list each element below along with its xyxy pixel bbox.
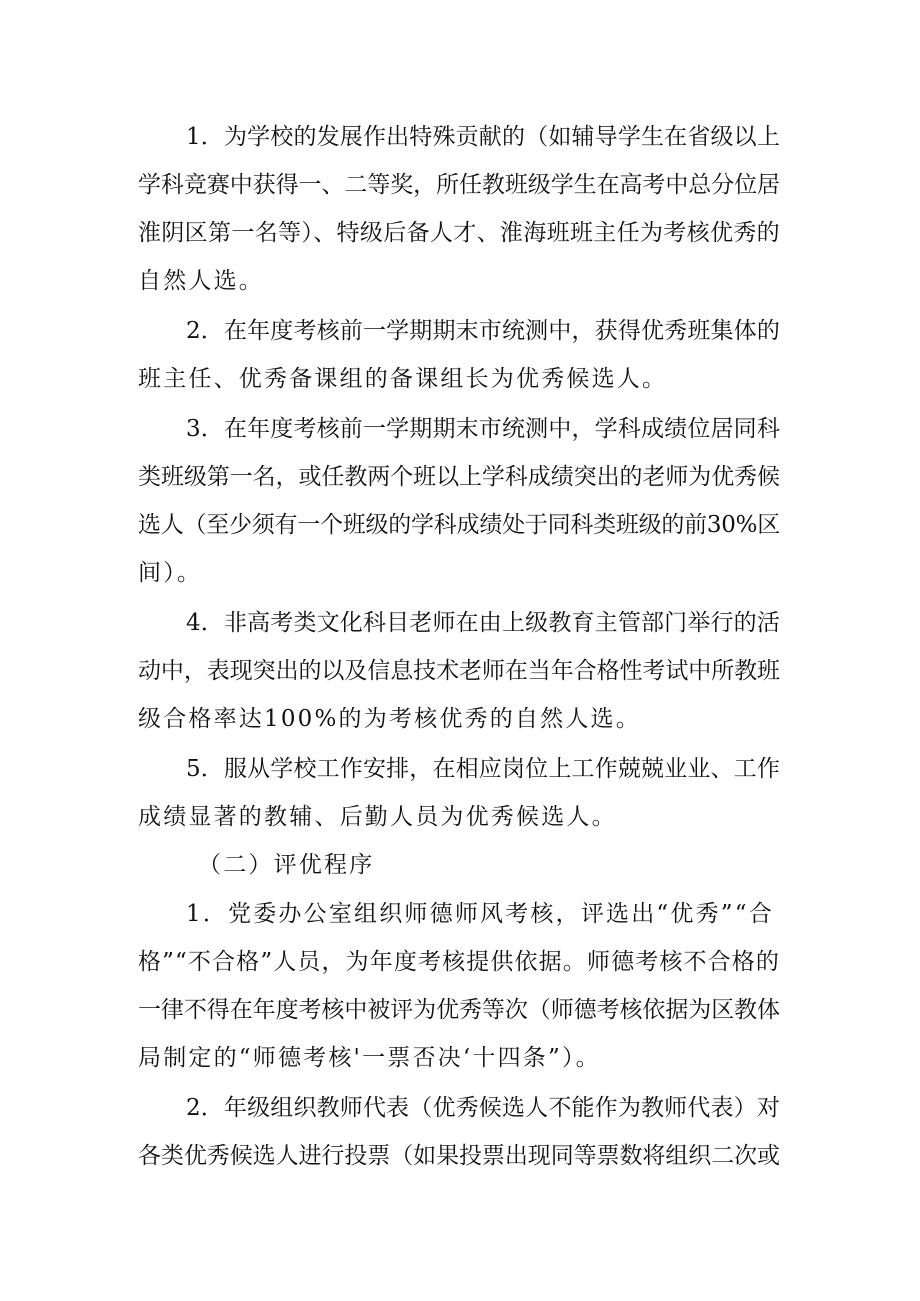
text-line: 5．服从学校工作安排，在相应岗位上工作兢兢业业、工作 bbox=[186, 756, 780, 782]
section-heading: （二）评优程序 bbox=[198, 852, 375, 878]
text-line: 成绩显著的教辅、后勤人员为优秀候选人。 bbox=[138, 804, 617, 830]
text-line: 学科竞赛中获得一、二等奖，所任教班级学生在高考中总分位居 bbox=[138, 172, 780, 198]
text-line: 4．非高考类文化科目老师在由上级教育主管部门举行的活 bbox=[186, 610, 780, 636]
text-line: 动中，表现突出的以及信息技术老师在当年合格性考试中所教班 bbox=[138, 658, 780, 684]
text-line: 一律不得在年度考核中被评为优秀等次（师德考核依据为区教体 bbox=[138, 997, 780, 1023]
text-line: 2．在年度考核前一学期期末市统测中，获得优秀班集体的 bbox=[186, 318, 780, 344]
text-line: 间）。 bbox=[138, 560, 203, 586]
text-line: 2．年级组织教师代表（优秀候选人不能作为教师代表）对 bbox=[186, 1095, 780, 1121]
text-line: 3．在年度考核前一学期期末市统测中，学科成绩位居同科 bbox=[186, 416, 780, 442]
text-line: 自然人选。 bbox=[138, 268, 264, 294]
text-line: 类班级第一名，或任教两个班以上学科成绩突出的老师为优秀候 bbox=[138, 464, 780, 490]
text-line: 局制定的“师德考核'一票否决‘十四条”）。 bbox=[138, 1045, 601, 1071]
text-line: 各类优秀候选人进行投票（如果投票出现同等票数将组织二次或 bbox=[138, 1143, 780, 1169]
text-line: 格”“不合格”人员，为年度考核提供依据。师德考核不合格的 bbox=[138, 949, 780, 975]
text-line: 淮阴区第一名等）、特级后备人才、淮海班班主任为考核优秀的 bbox=[138, 220, 780, 246]
text-line: 班主任、优秀备课组的备课组长为优秀候选人。 bbox=[138, 366, 668, 392]
text-line: 选人（至少须有一个班级的学科成绩处于同科类班级的前30%区 bbox=[138, 512, 780, 538]
text-line: 1．为学校的发展作出特殊贡献的（如辅导学生在省级以上 bbox=[186, 124, 780, 150]
text-line: 1．党委办公室组织师德师风考核，评选出“优秀”“合 bbox=[186, 901, 774, 927]
text-line: 级合格率达100%的为考核优秀的自然人选。 bbox=[138, 706, 641, 732]
